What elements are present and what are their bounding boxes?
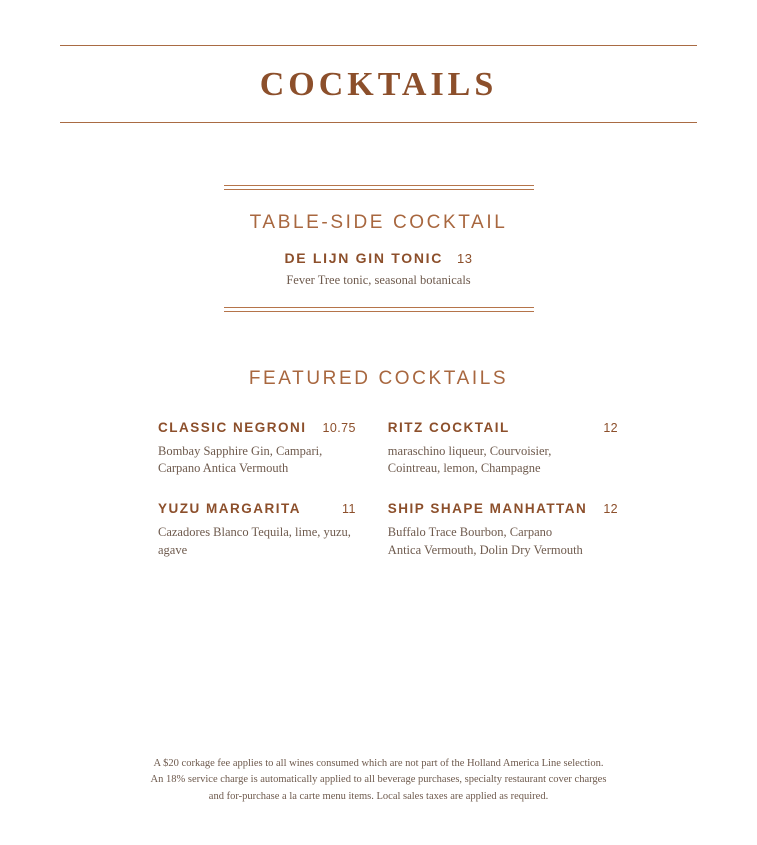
- page-title: COCKTAILS: [259, 66, 498, 103]
- cocktail-item-head: [388, 501, 618, 516]
- cocktail-item: [150, 420, 356, 478]
- footer-line-1: A $20 corkage fee applies to all wines consumed which are not part of the Holland America Line selection.: [153, 758, 604, 770]
- cocktail-item: [388, 420, 618, 478]
- table-side-item-description: Fever Tree tonic, seasonal botanicals: [286, 273, 471, 287]
- cocktail-item-price: 11: [342, 502, 356, 517]
- cocktail-item: [150, 501, 356, 559]
- cocktail-item: [388, 501, 618, 559]
- table-side-section: [224, 185, 534, 312]
- cocktail-item-name: YUZU MARGARITA: [158, 501, 301, 517]
- footer-disclaimer: [0, 756, 757, 805]
- table-side-heading: TABLE-SIDE COCKTAIL: [249, 212, 508, 233]
- cocktail-item-name: SHIP SHAPE MANHATTAN: [387, 501, 588, 517]
- footer-line-3: and for-purchase a la carte menu items. Local sales taxes are applied as required.: [208, 790, 549, 802]
- cocktail-item-description: Cazadores Blanco Tequila, lime, yuzu, agave: [158, 525, 351, 557]
- table-side-item: [224, 250, 534, 266]
- cocktail-item-name: CLASSIC NEGRONI: [158, 419, 307, 435]
- cocktail-item-head: [158, 420, 356, 435]
- cocktail-item-description: maraschino liqueur, Courvoisier, Cointreau, lemon, Champagne: [387, 443, 552, 476]
- featured-cocktails-grid: [150, 419, 619, 559]
- cocktail-item-name: RITZ COCKTAIL: [387, 419, 510, 435]
- divider-bottom: [224, 307, 534, 312]
- footer-line-2: An 18% service charge is automatically applied to all beverage purchases, specialty restaurant cover charges: [150, 774, 607, 786]
- masthead: [60, 45, 697, 123]
- cocktail-item-description: Buffalo Trace Bourbon, Carpano Antica Vermouth, Dolin Dry Vermouth: [387, 525, 583, 557]
- table-side-item-price: 13: [457, 251, 473, 266]
- menu-page: [0, 45, 757, 845]
- cocktail-item-head: [388, 420, 618, 435]
- cocktail-item-price: 12: [603, 420, 619, 435]
- cocktail-item-price: 10.75: [322, 420, 356, 435]
- featured-heading: FEATURED COCKTAILS: [248, 367, 509, 389]
- cocktail-item-head: [158, 501, 356, 516]
- divider-top: [224, 185, 534, 190]
- table-side-item-name: DE LIJN GIN TONIC: [284, 250, 444, 266]
- cocktail-item-description: Bombay Sapphire Gin, Campari, Carpano Antica Vermouth: [158, 443, 323, 476]
- cocktail-item-price: 12: [603, 502, 619, 517]
